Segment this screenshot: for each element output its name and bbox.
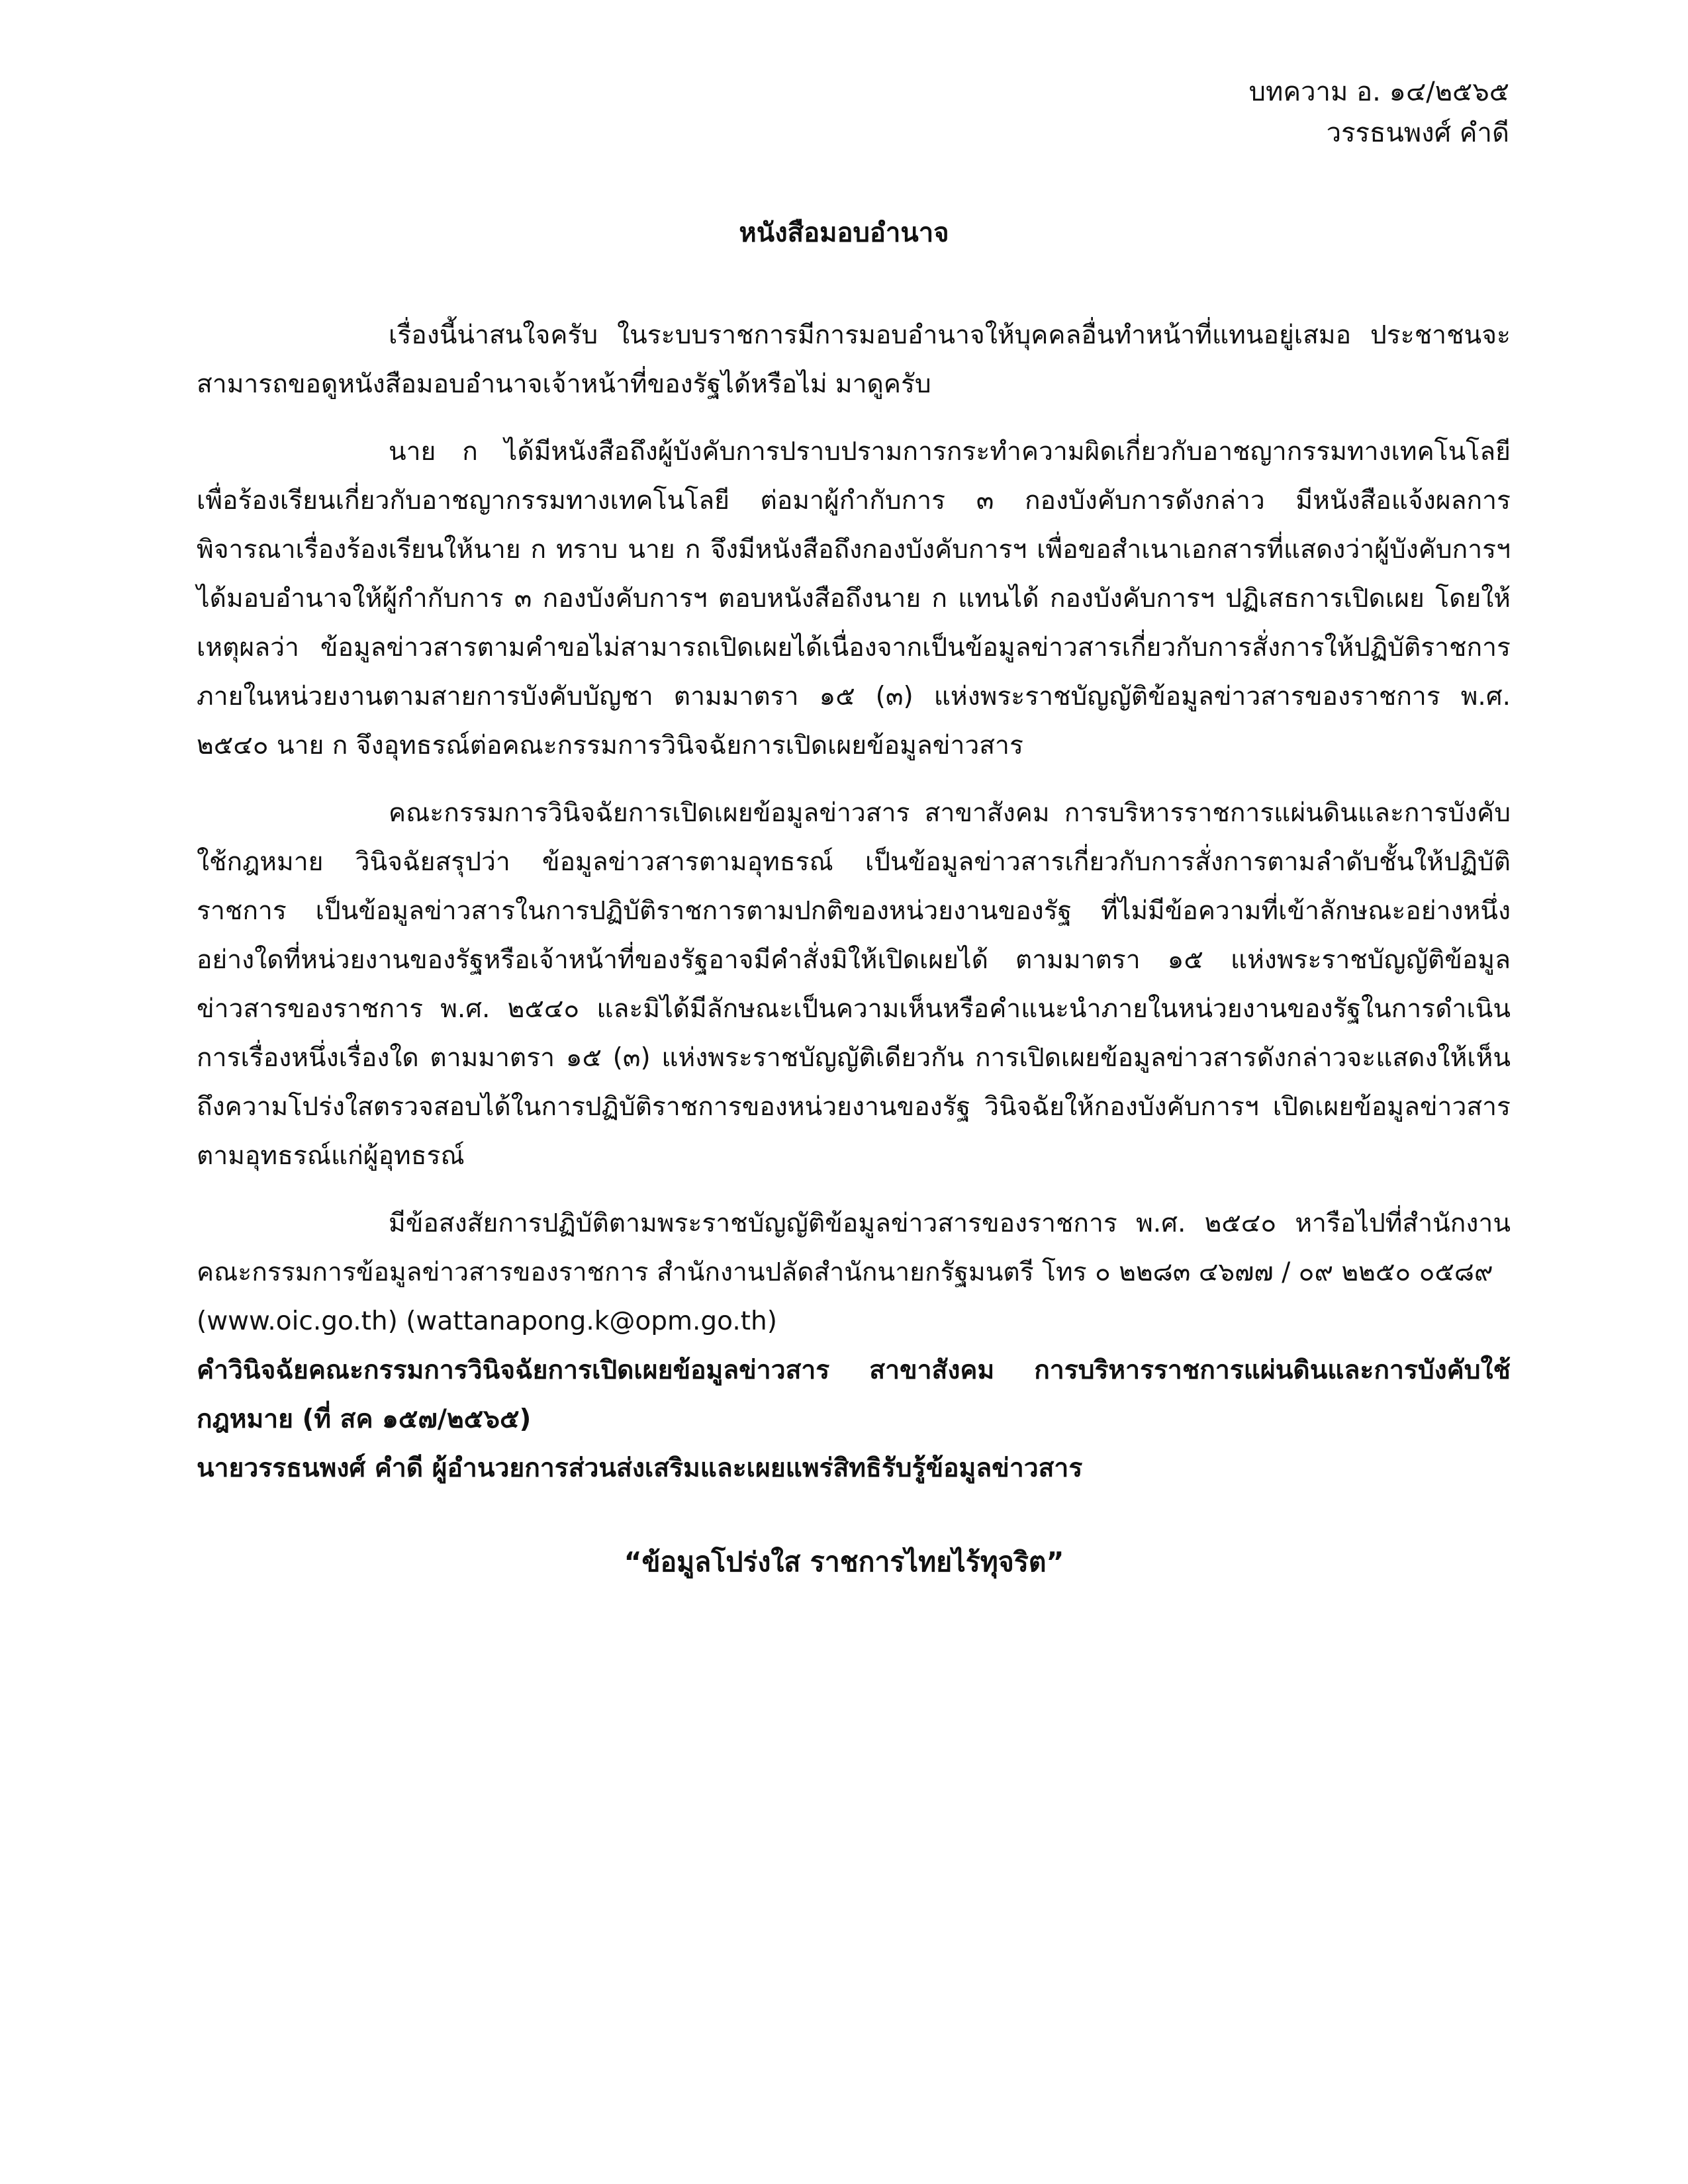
header-reference (1249, 71, 1509, 154)
article-number: บทความ อ. ๑๔/๒๕๖๕ (1248, 77, 1509, 107)
ruling-reference: คำวินิจฉัยคณะกรรมการวินิจฉัยการเปิดเผยข้อมูลข่าวสาร สาขาสังคม การบริหารราชการแผ่นดินและการบังคับใช้กฎหมาย (ที่ สค ๑๕๗/๒๕๖๕) (197, 1355, 1511, 1434)
document-title: หนังสือมอบอำนาจ (739, 218, 949, 248)
paragraph-ruling: คณะกรรมการวินิจฉัยการเปิดเผยข้อมูลข่าวสาร สาขาสังคม การบริหารราชการแผ่นดินและการบังคับใช้กฎหมาย วินิจฉัยสรุปว่า ข้อมูลข่าวสารตามอุทธรณ์ เป็นข้อมูลข่าวสารเกี่ยวกับการสั่งการตามลำดับชั้นให้ปฏิบัติราชการ เป็นข้อมูลข่าวสารในการปฏิบัติราชการตามปกติของหน่วยงานของรัฐ ที่ไม่มีข้อความที่เข้าลักษณะอย่างหนึ่งอย่างใดที่หน่วยงานของรัฐหรือเจ้าหน้าที่ของรัฐอาจมีคำสั่งมิให้เปิดเผยได้ ตามมาตรา ๑๕ แห่งพระราชบัญญัติข้อมูลข่าวสารของราชการ พ.ศ. ๒๕๔๐ และมิได้มีลักษณะเป็นความเห็นหรือคำแนะนำภายในหน่วยงานของรัฐในการดำเนินการเรื่องหนึ่งเรื่องใด ตามมาตรา ๑๕ (๓) แห่งพระราชบัญญัติเดียวกัน การเปิดเผยข้อมูลข่าวสารดังกล่าวจะแสดงให้เห็นถึงความโปร่งใสตรวจสอบได้ในการปฏิบัติราชการของหน่วยงานของรัฐ วินิจฉัยให้กองบังคับการฯ เปิดเผยข้อมูลข่าวสารตามอุทธรณ์แก่ผู้อุทธรณ์ (197, 798, 1511, 1171)
document-body (197, 311, 1511, 1493)
paragraph-intro: เรื่องนี้น่าสนใจครับ ในระบบราชการมีการมอบอำนาจให้บุคคลอื่นทำหน้าที่แทนอยู่เสมอ ประชาชนจะสามารถขอดูหนังสือมอบอำนาจเจ้าหน้าที่ของรัฐได้หรือไม่ มาดูครับ (197, 320, 1511, 399)
paragraph-facts: นาย ก ได้มีหนังสือถึงผู้บังคับการปราบปรามการกระทำความผิดเกี่ยวกับอาชญากรรมทางเทคโนโลยี เพื่อร้องเรียนเกี่ยวกับอาชญากรรมทางเทคโนโลยี ต่อมาผู้กำกับการ ๓ กองบังคับการดังกล่าว มีหนังสือแจ้งผลการพิจารณาเรื่องร้องเรียนให้นาย ก ทราบ นาย ก จึงมีหนังสือถึงกองบังคับการฯ เพื่อขอสำเนาเอกสารที่แสดงว่าผู้บังคับการฯ ได้มอบอำนาจให้ผู้กำกับการ ๓ กองบังคับการฯ ตอบหนังสือถึงนาย ก แทนได้ กองบังคับการฯ ปฏิเสธการเปิดเผย โดยให้เหตุผลว่า ข้อมูลข่าวสารตามคำขอไม่สามารถเปิดเผยได้เนื่องจากเป็นข้อมูลข่าวสารเกี่ยวกับการสั่งการให้ปฏิบัติราชการภายในหน่วยงานตามสายการบังคับบัญชา ตามมาตรา ๑๕ (๓) แห่งพระราชบัญญัติข้อมูลข่าวสารของราชการ พ.ศ. ๒๕๔๐ นาย ก จึงอุทธรณ์ต่อคณะกรรมการวินิจฉัยการเปิดเผยข้อมูลข่าวสาร (197, 437, 1511, 760)
contact-line: (www.oic.go.th) (wattanapong.k@opm.go.th) (197, 1306, 777, 1336)
paragraph-inquiry: มีข้อสงสัยการปฏิบัติตามพระราชบัญญัติข้อมูลข่าวสารของราชการ พ.ศ. ๒๕๔๐ หารือไปที่สำนักงานคณะกรรมการข้อมูลข่าวสารของราชการ สำนักงานปลัดสำนักนายกรัฐมนตรี โทร ๐ ๒๒๘๓ ๔๖๗๗ / ๐๙ ๒๒๕๐ ๐๕๘๙ (197, 1208, 1511, 1287)
author-line: นายวรรธนพงศ์ คำดี ผู้อำนวยการส่วนส่งเสริมและเผยแพร่สิทธิรับรู้ข้อมูลข่าวสาร (197, 1453, 1083, 1483)
header-author: วรรธนพงศ์ คำดี (1326, 118, 1509, 148)
slogan: “ข้อมูลโปร่งใส ราชการไทยไร้ทุจริต” (624, 1546, 1064, 1578)
